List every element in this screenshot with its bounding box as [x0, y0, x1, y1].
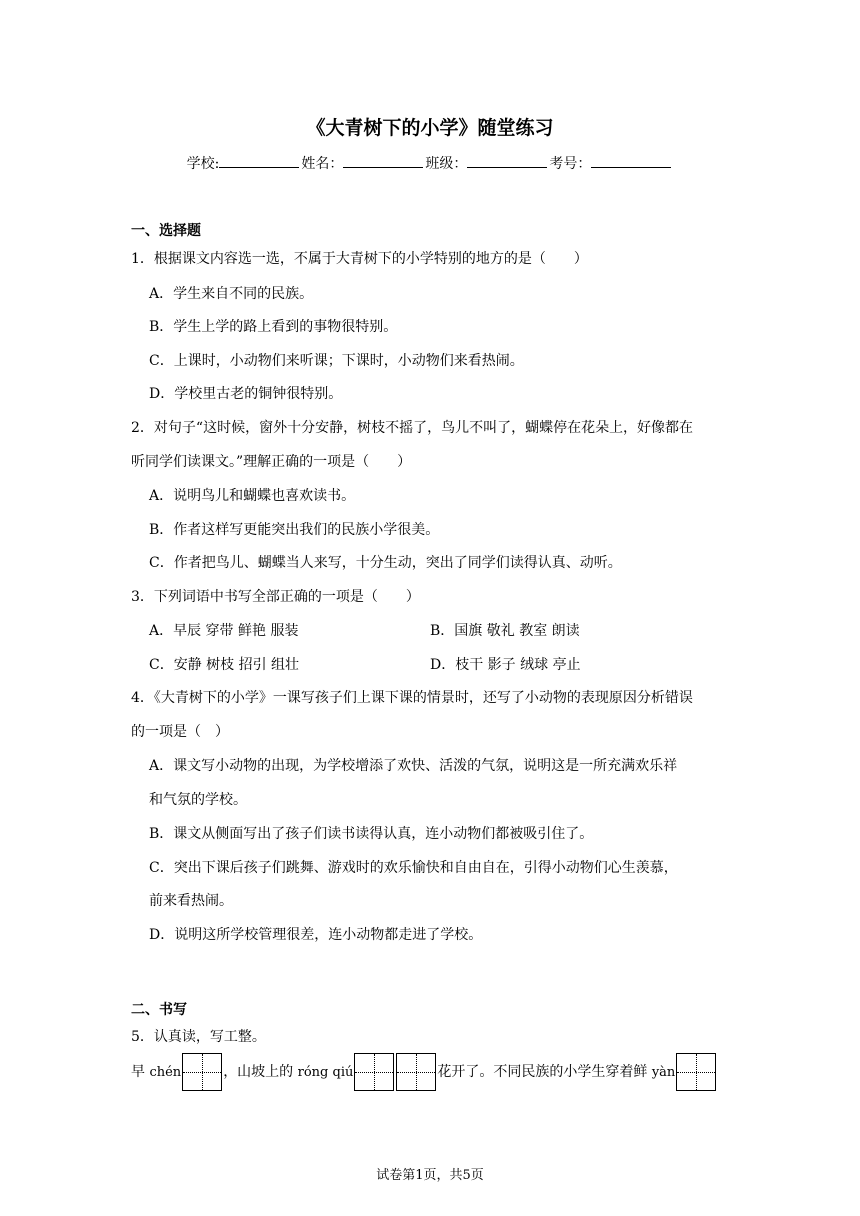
- exam-no-label: 考号：: [549, 156, 592, 172]
- question-2-option-a[interactable]: A．说明鸟儿和蝴蝶也喜欢读书。: [149, 488, 356, 504]
- question-3-option-d[interactable]: D．枝干 影子 绒球 亭止: [430, 657, 581, 673]
- class-label: 班级：: [425, 156, 468, 172]
- question-4-option-d[interactable]: D．说明这所学校管理很差，连小动物都走进了学校。: [149, 927, 483, 943]
- q5-pinyin-3: yàn: [651, 1065, 676, 1080]
- page-title: 《大青树下的小学》随堂练习: [306, 117, 554, 139]
- question-4-stem-line1: 4．《大青树下的小学》一课写孩子们上课下课的情景时，还写了小动物的表现原因分析错误: [131, 690, 693, 706]
- question-1-option-d[interactable]: D．学校里古老的铜钟很特别。: [149, 386, 343, 402]
- q5-text-2: ，山坡上的: [223, 1064, 298, 1080]
- school-blank[interactable]: [219, 153, 299, 168]
- student-info-row: [0, 153, 860, 173]
- question-4-option-c-line1[interactable]: C．突出下课后孩子们跳舞、游戏时的欢乐愉快和自由自在，引得小动物们心生羡慕，: [149, 860, 678, 876]
- tianzige-box[interactable]: [676, 1053, 716, 1091]
- tianzige-box[interactable]: [354, 1053, 394, 1091]
- name-blank[interactable]: [343, 153, 423, 168]
- question-3-option-c[interactable]: C．安静 树枝 招引 组壮: [149, 657, 300, 673]
- question-4-option-c-line2: 前来看热闹。: [149, 893, 233, 909]
- question-2-option-b[interactable]: B．作者这样写更能突出我们的民族小学很美。: [149, 522, 440, 538]
- q5-text-3: 花开了。不同民族的小学生穿着鲜: [437, 1064, 652, 1080]
- question-3-option-b[interactable]: B．国旗 敬礼 教室 朗读: [430, 623, 580, 639]
- question-2-option-c[interactable]: C．作者把鸟儿、蝴蝶当人来写，十分生动，突出了同学们读得认真、动听。: [149, 555, 622, 571]
- question-2-stem-line2: 听同学们读课文。”理解正确的一项是（ ）: [131, 454, 412, 470]
- page-footer: 试卷第1页，共5页: [376, 1168, 484, 1183]
- question-4-option-a-line2: 和气氛的学校。: [149, 792, 247, 808]
- section-heading-writing: 二、书写: [131, 1002, 187, 1018]
- name-label: 姓名：: [301, 156, 344, 172]
- question-3-stem: 3．下列词语中书写全部正确的一项是（ ）: [131, 589, 420, 605]
- q5-text-1: 早: [131, 1064, 150, 1080]
- question-5-stem: 5．认真读，写工整。: [131, 1029, 266, 1045]
- school-label: 学校:: [186, 156, 220, 172]
- section-heading-choice: 一、选择题: [131, 223, 201, 239]
- q5-pinyin-1: chén: [149, 1065, 182, 1080]
- question-3-option-a[interactable]: A．早辰 穿带 鲜艳 服装: [149, 623, 299, 639]
- question-1-option-a[interactable]: A．学生来自不同的民族。: [149, 286, 314, 302]
- q5-pinyin-2: róng qiú: [297, 1065, 354, 1080]
- question-1-option-c[interactable]: C．上课时，小动物们来听课；下课时，小动物们来看热闹。: [149, 353, 524, 369]
- question-4-stem-line2: 的一项是（ ）: [131, 724, 229, 740]
- question-4-option-a-line1[interactable]: A．课文写小动物的出现，为学校增添了欢快、活泼的气氛，说明这是一所充满欢乐祥: [149, 758, 678, 774]
- class-blank[interactable]: [467, 153, 547, 168]
- question-5-writing-row: [131, 1053, 717, 1091]
- question-4-option-b[interactable]: B．课文从侧面写出了孩子们读书读得认真，连小动物们都被吸引住了。: [149, 826, 594, 842]
- question-1-option-b[interactable]: B．学生上学的路上看到的事物很特别。: [149, 319, 398, 335]
- question-1-stem: 1．根据课文内容选一选，不属于大青树下的小学特别的地方的是（ ）: [131, 251, 588, 267]
- exam-no-blank[interactable]: [591, 153, 671, 168]
- tianzige-box[interactable]: [396, 1053, 436, 1091]
- tianzige-box[interactable]: [182, 1053, 222, 1091]
- question-2-stem-line1: 2．对句子“这时候，窗外十分安静，树枝不摇了，鸟儿不叫了，蝴蝶停在花朵上，好像都在: [131, 420, 694, 436]
